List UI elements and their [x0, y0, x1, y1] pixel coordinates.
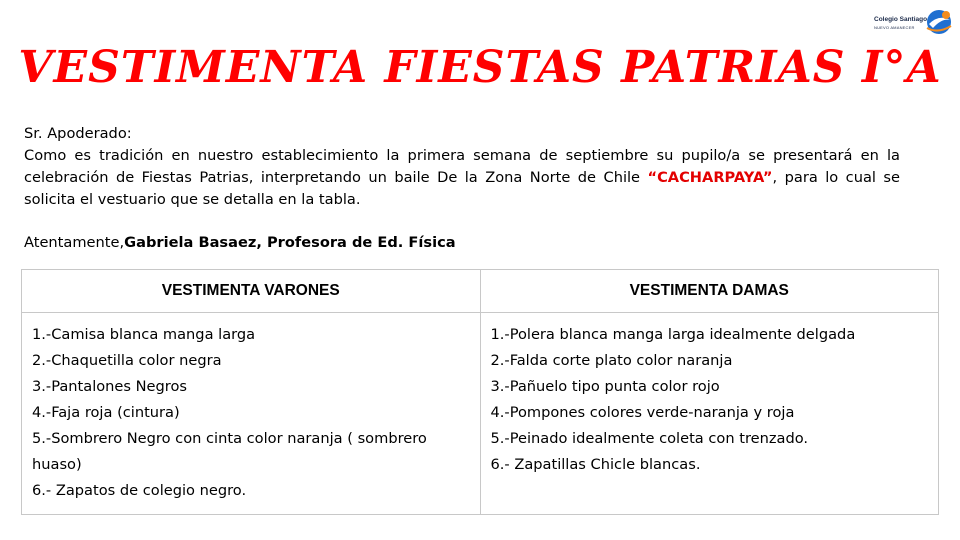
list-item: 4.-Faja roja (cintura) [32, 404, 180, 421]
header-varones: VESTIMENTA VARONES [22, 270, 481, 313]
table-header-row [22, 270, 939, 313]
intro-body-before: Como es tradición en nuestro establecimiento la primera semana de septiembre su pupilo/a se presentará en la celebración de Fiestas Patrias, interpretando un baile De la Zona Norte de Chile [24, 147, 900, 186]
logo-school-name: Colegio Santiago [874, 16, 928, 23]
list-item: 5.-Sombrero Negro con cinta color naranja ( sombrero huaso) [32, 430, 427, 473]
logo-school-subtitle: NUEVO AMANECER [874, 25, 915, 30]
signature-name: Gabriela Basaez, Profesora de Ed. Física [124, 234, 456, 251]
damas-cell [480, 313, 939, 515]
intro-body-after: , para lo cual se solicita el vestuario que se detalla en la tabla. [24, 169, 900, 208]
list-item: 1.-Polera blanca manga larga idealmente delgada [490, 326, 856, 343]
list-item: 3.-Pantalones Negros [32, 378, 188, 395]
list-item: 2.-Chaquetilla color negra [32, 352, 222, 369]
list-item: 2.-Falda corte plato color naranja [490, 352, 733, 369]
logo-emblem-icon [924, 6, 954, 36]
damas-list [491, 322, 929, 478]
signature [24, 233, 456, 253]
list-item: 6.- Zapatos de colegio negro. [32, 482, 247, 499]
varones-cell [22, 313, 481, 515]
table-row [22, 313, 939, 515]
greeting: Sr. Apoderado: [24, 125, 132, 142]
intro-text [24, 123, 900, 211]
list-item: 1.-Camisa blanca manga larga [32, 326, 256, 343]
varones-list [32, 322, 470, 504]
list-item: 3.-Pañuelo tipo punta color rojo [490, 378, 720, 395]
header-damas: VESTIMENTA DAMAS [480, 270, 939, 313]
list-item: 5.-Peinado idealmente coleta con trenzado. [490, 430, 809, 447]
list-item: 4.-Pompones colores verde-naranja y roja [490, 404, 795, 421]
signature-prefix: Atentamente, [24, 234, 125, 251]
clothing-table [21, 269, 939, 515]
school-logo [868, 6, 956, 46]
dance-name-highlight: “CACHARPAYA” [647, 169, 773, 186]
list-item: 6.- Zapatillas Chicle blancas. [490, 456, 701, 473]
intro-paragraph [24, 145, 900, 211]
page-title: VESTIMENTA FIESTAS PATRIAS I°A [18, 42, 942, 93]
